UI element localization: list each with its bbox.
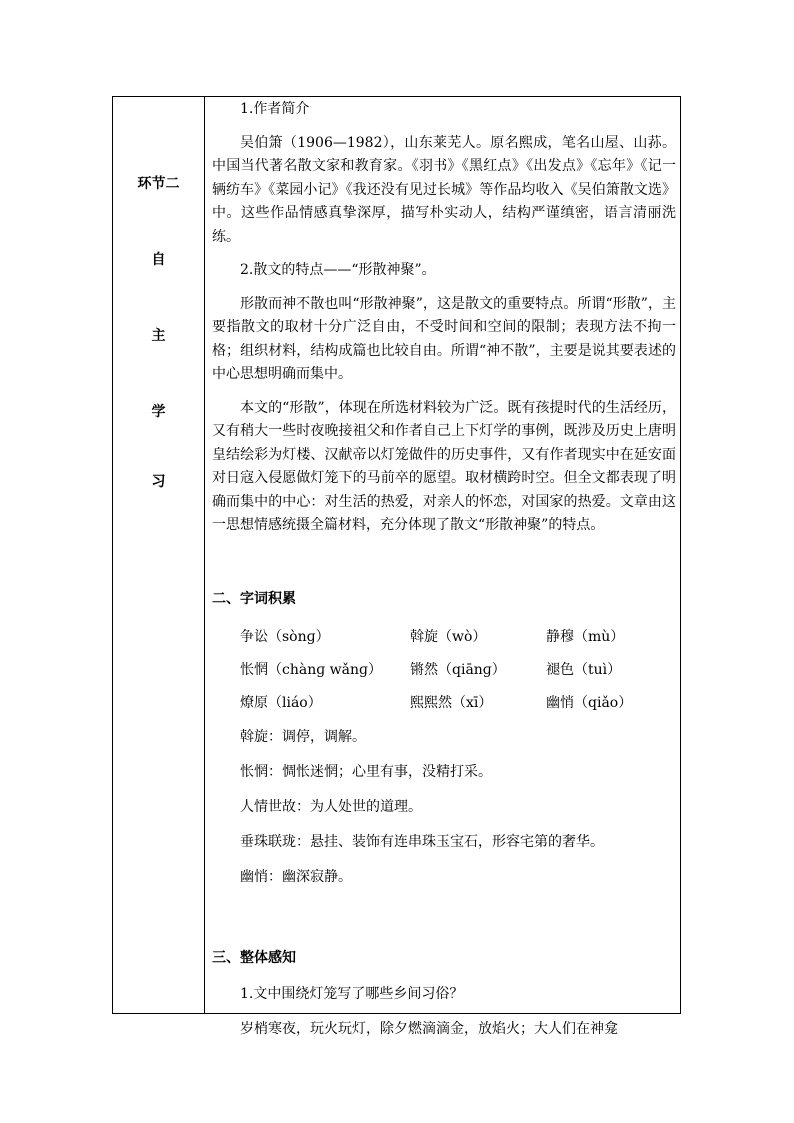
vocab-row bbox=[212, 621, 676, 654]
author-intro-paragraph: 吴伯箫（1906—1982），山东莱芜人。原名熙成，笔名山屋、山荪。中国当代著名散文家和教育家。《羽书》《黑红点》《出发点》《忘年》《记一辆纺车》《菜园小记》《我还没有见过长城》等作品均收入《吴伯箫散文选》中。这些作品情感真挚深厚，描写朴实动人，结构严谨缜密，语言清丽洗练。 bbox=[212, 134, 676, 245]
vocab-item: 燎原（liáo） bbox=[240, 695, 322, 711]
column-divider bbox=[204, 96, 205, 1014]
text-analysis-paragraph: 本文的“形散”，体现在所选材料较为广泛。既有孩提时代的生活经历，又有稍大一些时夜晚接祖父和作者自己上下灯学的事例，既涉及历史上唐明皇结绘彩为灯楼、汉献帝以灯笼做件的历史事件，又有作者现实中在延安面对日寇入侵愿做灯笼下的马前卒的愿望。取材横跨时空。但全文都表现了明确而集中的中心：对生活的热爱，对亲人的怀恋，对国家的热爱。文章由这一思想情感统摄全篇材料，充分体现了散文“形散神聚”的特点。 bbox=[212, 399, 676, 533]
definition-item: 垂珠联珑：悬挂、装饰有连串珠玉宝石，形容宅第的奢华。 bbox=[240, 834, 604, 850]
overview-heading: 三、整体感知 bbox=[212, 950, 296, 966]
overview-answer: 岁梢寒夜，玩火玩灯，除夕燃滴滴金，放焰火；大人们在神龛 bbox=[240, 1021, 618, 1037]
author-intro-heading: 1.作者简介 bbox=[240, 101, 310, 117]
vocab-item: 争讼（sònɡ） bbox=[240, 629, 330, 645]
vocab-item: 熙熙然（xī） bbox=[410, 695, 493, 711]
vocab-item: 幽悄（qiǎo） bbox=[546, 695, 633, 711]
vocab-item: 静穆（mù） bbox=[546, 629, 625, 645]
essay-feature-heading: 2.散文的特点——“形散神聚”。 bbox=[240, 262, 436, 278]
vocab-item: 褪色（tuì） bbox=[546, 662, 622, 678]
definition-item: 人情世故：为人处世的道理。 bbox=[240, 799, 422, 815]
vocab-item: 怅惘（chànɡ wǎnɡ） bbox=[240, 662, 382, 678]
side-char-1: 自 bbox=[151, 252, 166, 268]
side-char-2: 主 bbox=[151, 328, 166, 344]
vocab-row bbox=[212, 654, 676, 687]
overview-question: 1.文中围绕灯笼写了哪些乡间习俗？ bbox=[240, 985, 464, 1002]
definition-list bbox=[212, 720, 676, 895]
essay-feature-paragraph: 形散而神不散也叫“形散神聚”，这是散文的重要特点。所谓“形散”，主要指散文的取材十分广泛自由，不受时间和空间的限制；表现方法不拘一格；组织材料，结构成篇也比较自由。所谓“神不散”，主要是说其要表述的中心思想明确而集中。 bbox=[212, 295, 676, 382]
vocab-item: 斡旋（wò） bbox=[410, 629, 487, 645]
side-label-section: 环节二 bbox=[137, 176, 180, 192]
side-char-4: 习 bbox=[151, 474, 166, 490]
definition-item: 斡旋：调停，调解。 bbox=[240, 729, 366, 745]
definition-item: 幽悄：幽深寂静。 bbox=[240, 869, 352, 885]
content-column bbox=[212, 98, 676, 1042]
vocab-row bbox=[212, 687, 676, 720]
definition-item: 怅惘：惆怅迷惘；心里有事，没精打采。 bbox=[240, 764, 492, 780]
vocab-heading: 二、字词积累 bbox=[212, 590, 296, 607]
vocab-item: 锵然（qiānɡ） bbox=[410, 662, 506, 678]
vocab-list bbox=[212, 621, 676, 720]
side-char-3: 学 bbox=[151, 404, 166, 420]
